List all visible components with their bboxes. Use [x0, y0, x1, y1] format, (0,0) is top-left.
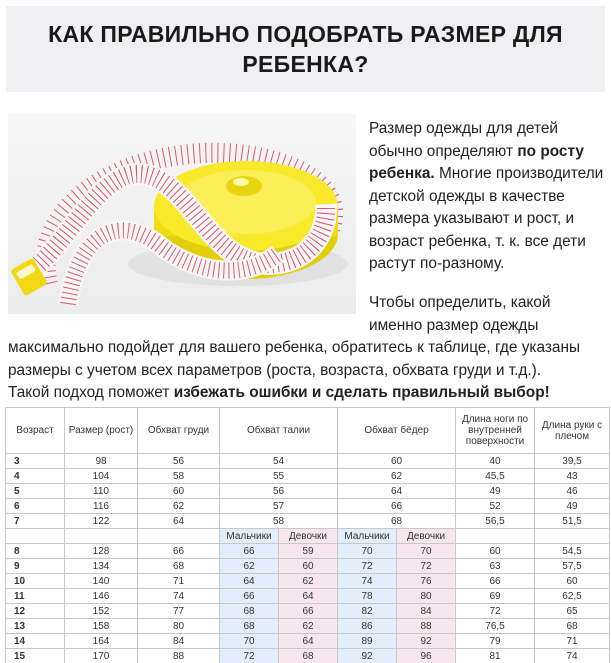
cell-hips-girls: 70 — [397, 544, 456, 559]
cell-hips-boys: 89 — [338, 634, 397, 649]
cell-waist-boys: 70 — [220, 634, 279, 649]
cell-hips-girls: 80 — [397, 589, 456, 604]
cell-hips-boys: 92 — [338, 649, 397, 663]
cell-waist-girls: 59 — [279, 544, 338, 559]
cell-waist-girls: 68 — [279, 649, 338, 663]
cell-leg-length: 40 — [456, 454, 535, 469]
cell-arm-length: 65 — [535, 604, 610, 619]
cell-arm-length: 46 — [535, 484, 610, 499]
cell-hips: 60 — [338, 454, 456, 469]
cell-chest: 56 — [138, 454, 220, 469]
cell-age: 7 — [6, 514, 65, 529]
subheader-waist-boys: Мальчики — [220, 529, 279, 544]
cell-chest: 64 — [138, 514, 220, 529]
cell-hips: 68 — [338, 514, 456, 529]
advice-line-1: Чтобы определить, какой — [369, 294, 551, 311]
subheader-empty — [535, 529, 610, 544]
cell-arm-length: 57,5 — [535, 559, 610, 574]
cell-waist-girls: 64 — [279, 634, 338, 649]
subheader-empty — [65, 529, 138, 544]
intro-paragraph — [369, 118, 609, 276]
table-row — [6, 514, 610, 529]
cell-chest: 58 — [138, 469, 220, 484]
cell-leg-length: 81 — [456, 649, 535, 663]
table-row — [6, 454, 610, 469]
cell-waist: 58 — [220, 514, 338, 529]
cell-age: 10 — [6, 574, 65, 589]
cell-hips-boys: 70 — [338, 544, 397, 559]
cell-size: 104 — [65, 469, 138, 484]
cell-size: 110 — [65, 484, 138, 499]
cell-hips: 62 — [338, 469, 456, 484]
cell-age: 14 — [6, 634, 65, 649]
advice-line-4: размеры с учетом всех параметров (роста, возраста, обхвата груди и т.д.). — [8, 361, 542, 379]
table-header-row — [6, 408, 610, 454]
cell-waist-boys: 68 — [220, 604, 279, 619]
cell-arm-length: 71 — [535, 634, 610, 649]
cell-chest: 80 — [138, 619, 220, 634]
cell-age: 4 — [6, 469, 65, 484]
table-row — [6, 469, 610, 484]
header-age: Возраст — [6, 408, 65, 454]
advice-line-3: максимально подойдет для вашего ребенка, обратитесь к таблице, где указаны — [8, 339, 581, 356]
cell-hips: 66 — [338, 499, 456, 514]
cell-age: 15 — [6, 649, 65, 663]
cell-waist-boys: 64 — [220, 574, 279, 589]
cell-size: 98 — [65, 454, 138, 469]
table-row — [6, 484, 610, 499]
cell-chest: 62 — [138, 499, 220, 514]
advice-line-2: именно размер одежды — [369, 316, 539, 334]
cell-waist-boys: 72 — [220, 649, 279, 663]
cell-waist: 54 — [220, 454, 338, 469]
cell-leg-length: 52 — [456, 499, 535, 514]
cell-arm-length: 43 — [535, 469, 610, 484]
gender-subheader-row — [6, 529, 610, 544]
cell-chest: 68 — [138, 559, 220, 574]
cell-age: 13 — [6, 619, 65, 634]
cell-waist-boys: 68 — [220, 619, 279, 634]
table-subheader — [6, 529, 610, 544]
cell-leg-length: 60 — [456, 544, 535, 559]
cell-waist-girls: 62 — [279, 574, 338, 589]
cell-chest: 66 — [138, 544, 220, 559]
cell-hips-boys: 86 — [338, 619, 397, 634]
cell-size: 122 — [65, 514, 138, 529]
cell-hips-girls: 76 — [397, 574, 456, 589]
intro-highlight: по росту ребенка. — [369, 142, 584, 182]
cell-arm-length: 68 — [535, 619, 610, 634]
cell-leg-length: 79 — [456, 634, 535, 649]
table-row — [6, 559, 610, 574]
cell-hips-boys: 82 — [338, 604, 397, 619]
cell-size: 152 — [65, 604, 138, 619]
cell-hips-boys: 74 — [338, 574, 397, 589]
cell-age: 6 — [6, 499, 65, 514]
cell-waist-boys: 66 — [220, 589, 279, 604]
table-row — [6, 589, 610, 604]
subheader-waist-girls: Девочки — [279, 529, 338, 544]
subheader-hips-girls: Девочки — [397, 529, 456, 544]
cell-chest: 77 — [138, 604, 220, 619]
measuring-tape-photo — [8, 114, 356, 314]
cell-arm-length: 51,5 — [535, 514, 610, 529]
header-arm-length: Длина руки с плечом — [535, 408, 610, 454]
cell-leg-length: 45,5 — [456, 469, 535, 484]
cell-hips-boys: 72 — [338, 559, 397, 574]
cell-age: 12 — [6, 604, 65, 619]
cell-waist-girls: 64 — [279, 589, 338, 604]
subheader-hips-boys: Мальчики — [338, 529, 397, 544]
advice-line-5-text: Такой подход поможет — [8, 384, 174, 401]
advice-highlight: избежать ошибки и сделать правильный выбор! — [173, 384, 550, 401]
table-body-older — [6, 544, 610, 663]
cell-hips: 64 — [338, 484, 456, 499]
cell-age: 3 — [6, 454, 65, 469]
cell-leg-length: 66 — [456, 574, 535, 589]
cell-leg-length: 63 — [456, 559, 535, 574]
cell-size: 116 — [65, 499, 138, 514]
table-row — [6, 499, 610, 514]
cell-size: 158 — [65, 619, 138, 634]
cell-size: 128 — [65, 544, 138, 559]
header-waist: Обхват талии — [220, 408, 338, 454]
cell-arm-length: 62,5 — [535, 589, 610, 604]
table-row — [6, 634, 610, 649]
page-title: КАК ПРАВИЛЬНО ПОДОБРАТЬ РАЗМЕР ДЛЯ РЕБЕНКА? — [48, 21, 563, 77]
cell-hips-boys: 78 — [338, 589, 397, 604]
header-size: Размер (рост) — [65, 408, 138, 454]
cell-waist: 56 — [220, 484, 338, 499]
table-row — [6, 619, 610, 634]
table-row — [6, 544, 610, 559]
subheader-empty — [6, 529, 65, 544]
cell-size: 140 — [65, 574, 138, 589]
cell-size: 164 — [65, 634, 138, 649]
cell-hips-girls: 88 — [397, 619, 456, 634]
cell-leg-length: 49 — [456, 484, 535, 499]
cell-age: 8 — [6, 544, 65, 559]
cell-arm-length: 39,5 — [535, 454, 610, 469]
cell-waist: 57 — [220, 499, 338, 514]
cell-waist-girls: 60 — [279, 559, 338, 574]
cell-leg-length: 76,5 — [456, 619, 535, 634]
cell-arm-length: 60 — [535, 574, 610, 589]
cell-hips-girls: 72 — [397, 559, 456, 574]
title-banner — [6, 6, 605, 92]
cell-arm-length: 54,5 — [535, 544, 610, 559]
cell-waist-girls: 62 — [279, 619, 338, 634]
cell-age: 11 — [6, 589, 65, 604]
cell-hips-girls: 92 — [397, 634, 456, 649]
cell-leg-length: 69 — [456, 589, 535, 604]
cell-age: 9 — [6, 559, 65, 574]
cell-arm-length: 74 — [535, 649, 610, 663]
tape-measure-image — [8, 114, 356, 314]
header-chest: Обхват груди — [138, 408, 220, 454]
cell-hips-girls: 84 — [397, 604, 456, 619]
cell-chest: 88 — [138, 649, 220, 663]
cell-size: 146 — [65, 589, 138, 604]
intro-text-start: Размер одежды для детей обычно определяют — [369, 120, 559, 160]
cell-waist-girls: 66 — [279, 604, 338, 619]
cell-chest: 74 — [138, 589, 220, 604]
cell-waist-boys: 66 — [220, 544, 279, 559]
header-hips: Обхват бёдер — [338, 408, 456, 454]
table-row — [6, 604, 610, 619]
cell-chest: 84 — [138, 634, 220, 649]
cell-waist-boys: 62 — [220, 559, 279, 574]
subheader-empty — [138, 529, 220, 544]
table-body-young — [6, 454, 610, 529]
table-row — [6, 574, 610, 589]
cell-size: 134 — [65, 559, 138, 574]
cell-size: 170 — [65, 649, 138, 663]
cell-leg-length: 72 — [456, 604, 535, 619]
cell-chest: 60 — [138, 484, 220, 499]
cell-waist: 55 — [220, 469, 338, 484]
cell-leg-length: 56,5 — [456, 514, 535, 529]
cell-arm-length: 49 — [535, 499, 610, 514]
cell-chest: 71 — [138, 574, 220, 589]
table-row — [6, 649, 610, 663]
subheader-empty — [456, 529, 535, 544]
advice-line-5 — [8, 382, 608, 405]
advice-paragraph — [8, 292, 608, 405]
cell-age: 5 — [6, 484, 65, 499]
cell-hips-girls: 96 — [397, 649, 456, 663]
size-table — [5, 407, 610, 663]
intro-text-end: Многие производители детской одежды в качестве размера указывают и рост, и возраст ребенка, т. к. все дети растут по-разному. — [369, 165, 604, 272]
header-leg-length: Длина ноги по внутренней поверхности — [456, 408, 535, 454]
